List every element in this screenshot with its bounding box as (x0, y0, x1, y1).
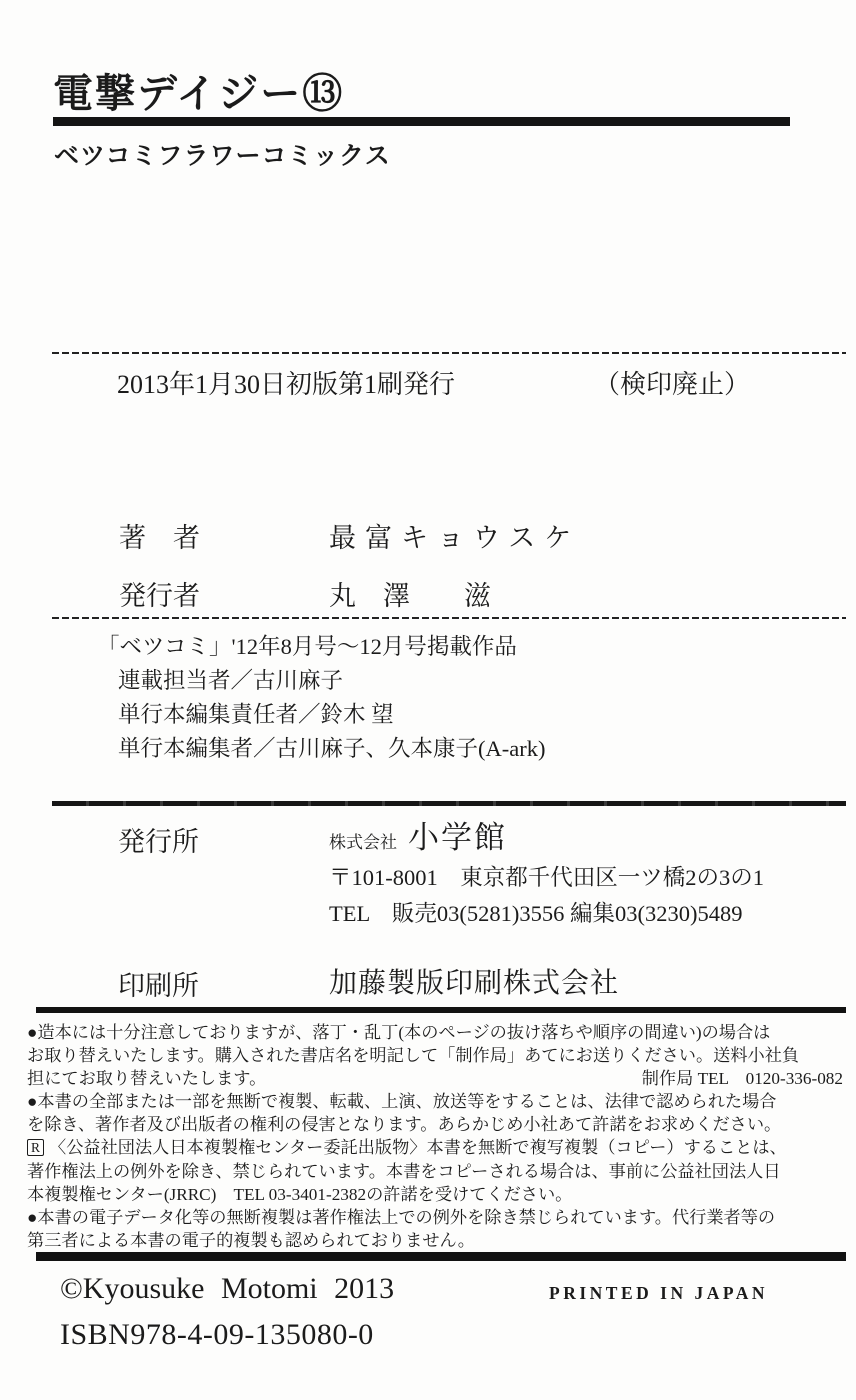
company-name: 小学館 (408, 820, 507, 855)
legal-line-1: ●造本には十分注意しておりますが、落丁・乱丁(本のページの抜け落ちや順序の間違い)の場合は (27, 1023, 771, 1042)
serial-line-volume-editors: 単行本編集者／古川麻子、久本康子(A-ark) (118, 736, 546, 761)
printer-name: 加藤製版印刷株式会社 (329, 968, 620, 999)
legal-line-8: 本複製権センター(JRRC) TEL 03-3401-2382の許諾を受けてください。 (27, 1184, 573, 1204)
legal-divider-bottom (36, 1252, 846, 1261)
printed-in-japan: PRINTED IN JAPAN (549, 1283, 769, 1303)
serialization-note (97, 630, 545, 766)
legal-line-5: を除き、著作者及び出版者の権利の侵害となります。あらかじめ小社あて許諾をお求めください。 (27, 1115, 782, 1135)
legal-line-4: ●本書の全部または一部を無断で複製、転載、上演、放送等をすることは、法律で認められた場合 (27, 1092, 777, 1112)
edition-date: 2013年1月30日初版第1刷発行 (117, 370, 456, 399)
printer-label: 印刷所 (118, 971, 199, 1001)
legal-divider-top (36, 1007, 846, 1013)
publisher-divider (52, 801, 846, 806)
book-title: 電撃デイジー⑬ (53, 72, 345, 116)
serial-line-editor: 連載担当者／古川麻子 (118, 668, 344, 693)
publishing-house-name (329, 812, 507, 857)
publishing-house-label: 発行所 (118, 827, 199, 857)
publisher-phone: TEL 販売03(5281)3556 編集03(3230)5489 (329, 901, 743, 926)
imprint-label: ベツコミフラワーコミックス (54, 142, 391, 170)
isbn-line: ISBN978-4-09-135080-0 (60, 1318, 374, 1351)
edition-divider (52, 352, 846, 354)
legal-notice (27, 1021, 843, 1252)
serial-line-source: 「ベツコミ」'12年8月号～12月号掲載作品 (97, 634, 517, 659)
stamp-note: （検印廃止） (594, 370, 751, 399)
author-label: 著 者 (119, 523, 200, 553)
legal-line-10: 第三者による本書の電子的複製も認められておりません。 (27, 1230, 475, 1250)
legal-line-9: ●本書の電子データ化等の無断複製は著作権法上での例外を除き禁じられています。代行業者等の (27, 1207, 776, 1227)
legal-line-7: 著作権法上の例外を除き、禁じられています。本書をコピーされる場合は、事前に公益社団法人日 (27, 1161, 781, 1181)
company-prefix: 株式会社 (329, 833, 397, 852)
legal-line-2: お取り替えいたします。購入された書店名を明記して「制作局」あてにお送りください。送料小社負 (27, 1046, 800, 1066)
jrrc-registered-mark: R (27, 1139, 44, 1156)
title-rule (53, 117, 790, 126)
legal-line-6 (27, 1136, 843, 1159)
copyright-line: ©Kyousuke Motomi 2013 (60, 1272, 395, 1305)
publisher-person-label: 発行者 (119, 581, 200, 611)
publisher-address: 〒101-8001 東京都千代田区一ツ橋2の3の1 (329, 865, 764, 890)
author-name: 最富キョウスケ (329, 523, 581, 553)
serial-line-chief-editor: 単行本編集責任者／鈴木 望 (118, 702, 394, 727)
publisher-person-name: 丸 澤 滋 (329, 581, 491, 611)
production-dept-phone: 制作局 TEL 0120-336-082 (641, 1069, 843, 1089)
legal-line-6-text: 〈公益社団法人日本複製権センター委託出版物〉本書を無断で複写複製（コピー）することは、 (49, 1138, 787, 1158)
legal-line-3-left: 担にてお取り替えいたします。 (27, 1069, 267, 1089)
serialization-divider (52, 617, 846, 619)
legal-line-3 (27, 1067, 843, 1090)
